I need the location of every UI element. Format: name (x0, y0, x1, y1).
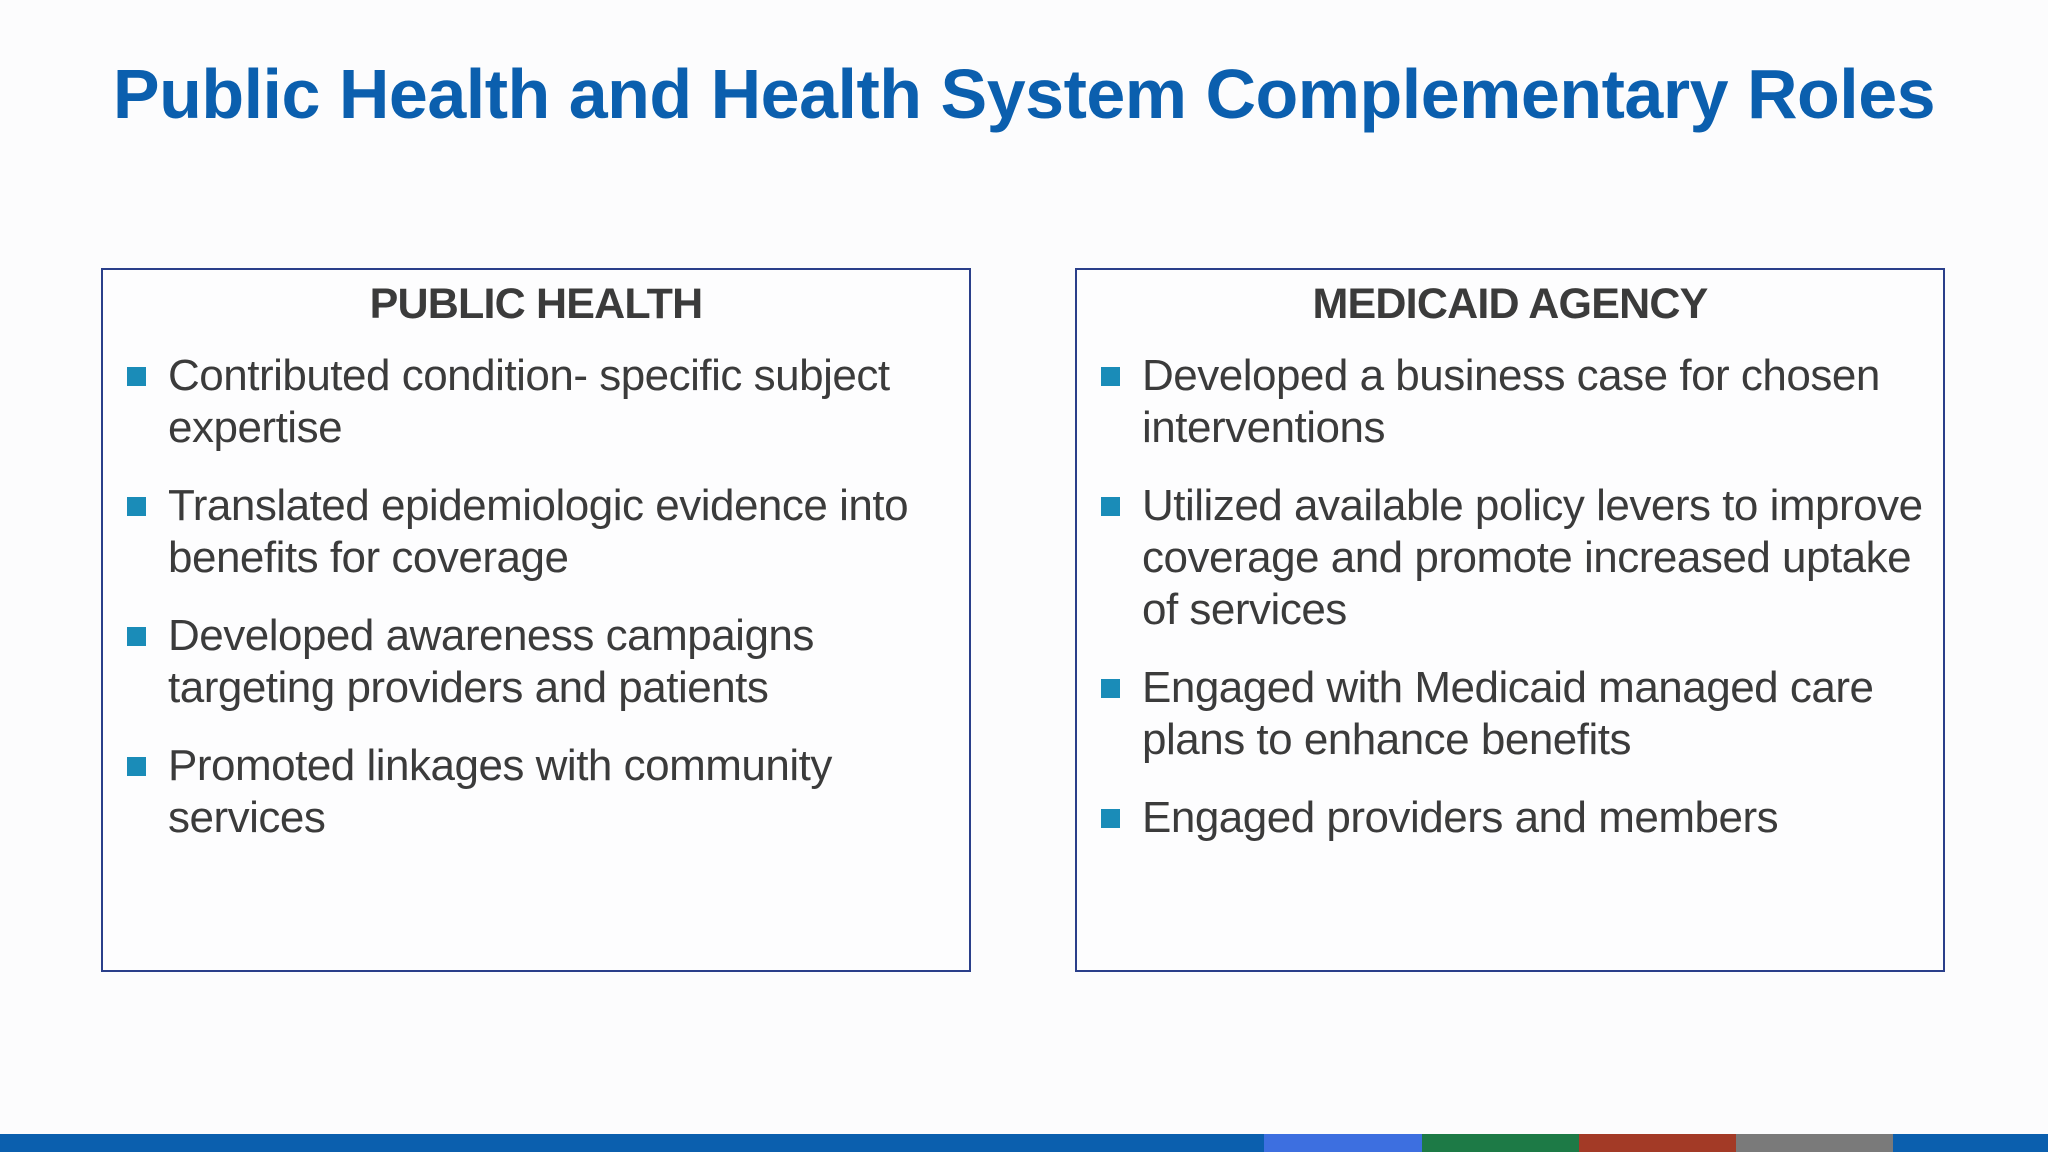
medicaid-agency-panel (1075, 268, 1945, 972)
bullet-text: Engaged providers and members (1142, 793, 1779, 842)
square-bullet-icon (1101, 497, 1120, 516)
square-bullet-icon (127, 627, 146, 646)
bullet-text: Contributed condition- specific subject expertise (168, 351, 890, 452)
square-bullet-icon (1101, 679, 1120, 698)
public-health-bullet-list (103, 350, 969, 844)
square-bullet-icon (127, 757, 146, 776)
medicaid-agency-bullet (1101, 350, 1923, 454)
footer-color-bar (0, 1134, 2048, 1152)
medicaid-agency-bullet (1101, 662, 1923, 766)
footer-segment-green (1422, 1134, 1579, 1152)
square-bullet-icon (127, 497, 146, 516)
square-bullet-icon (1101, 809, 1120, 828)
bullet-text: Promoted linkages with community services (168, 741, 832, 842)
medicaid-agency-bullet (1101, 480, 1923, 636)
public-health-panel (101, 268, 971, 972)
slide-title: Public Health and Health System Complementary Roles (112, 55, 1936, 133)
public-health-bullet (127, 480, 949, 584)
footer-segment-end (1893, 1134, 2048, 1152)
public-health-bullet (127, 610, 949, 714)
bullet-text: Translated epidemiologic evidence into benefits for coverage (168, 481, 909, 582)
public-health-bullet (127, 740, 949, 844)
bullet-text: Developed a business case for chosen interventions (1142, 351, 1880, 452)
medicaid-agency-bullet-list (1077, 350, 1943, 844)
footer-segment-blue (1264, 1134, 1422, 1152)
public-health-heading: PUBLIC HEALTH (369, 280, 703, 328)
square-bullet-icon (1101, 367, 1120, 386)
footer-segment-gray (1736, 1134, 1893, 1152)
bullet-text: Engaged with Medicaid managed care plans to enhance benefits (1142, 663, 1874, 764)
medicaid-agency-heading: MEDICAID AGENCY (1312, 280, 1708, 328)
bullet-text: Developed awareness campaigns targeting providers and patients (168, 611, 814, 712)
public-health-bullet (127, 350, 949, 454)
bullet-text: Utilized available policy levers to improve coverage and promote increased uptake of services (1142, 481, 1923, 634)
footer-segment-red (1579, 1134, 1736, 1152)
footer-segment-main (0, 1134, 1264, 1152)
medicaid-agency-bullet (1101, 792, 1923, 844)
square-bullet-icon (127, 367, 146, 386)
